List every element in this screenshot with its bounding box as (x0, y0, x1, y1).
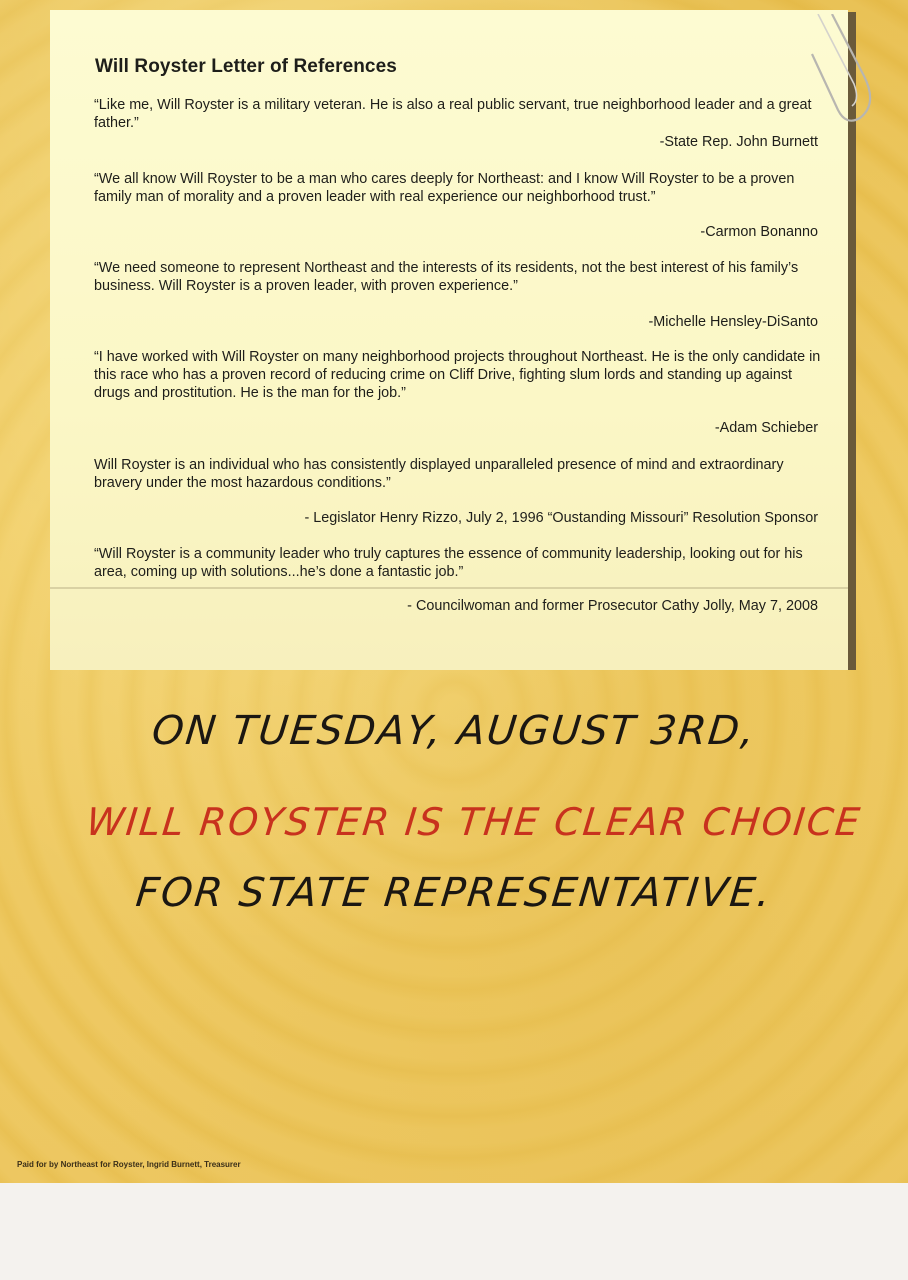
reference-quote: “I have worked with Will Royster on many neighborhood projects throughout Northeast. He is the only candidate in this race who has a proven record of reducing crime on Cliff Drive, fighting slum lords and standing up against drugs and prostitution. He is the man for the job.” (94, 349, 821, 401)
handwritten-date-line: ON TUESDAY, AUGUST 3RD, (149, 708, 759, 754)
handwritten-office-line: FOR STATE REPRESENTATIVE. (133, 870, 775, 916)
reference-quote: “We need someone to represent Northeast and the interests of its residents, not the best interest of his family’s business. Will Royster is a proven leader, with proven experience.” (94, 260, 799, 294)
reference-attribution: -Carmon Bonanno (700, 224, 818, 240)
paid-for-disclaimer: Paid for by Northeast for Royster, Ingrid Burnett, Treasurer (17, 1160, 241, 1169)
fold-crease (50, 587, 848, 589)
reference-letter (50, 10, 848, 670)
handwritten-choice-line: WILL ROYSTER IS THE CLEAR CHOICE (84, 800, 864, 844)
letter-title: Will Royster Letter of References (95, 56, 397, 77)
reference-quote: “Like me, Will Royster is a military veteran. He is also a real public servant, true neighborhood leader and a great father.” (94, 97, 812, 131)
reference-attribution: - Legislator Henry Rizzo, July 2, 1996 “Oustanding Missouri” Resolution Sponsor (304, 510, 818, 526)
reference-quote: Will Royster is an individual who has consistently displayed unparalleled presence of mind and extraordinary bravery under the most hazardous conditions.” (94, 457, 784, 491)
reference-quote: “We all know Will Royster to be a man who cares deeply for Northeast: and I know Will Royster to be a proven family man of morality and a proven leader with real experience our neighborhood trust.” (94, 171, 795, 205)
reference-attribution: - Councilwoman and former Prosecutor Cathy Jolly, May 7, 2008 (407, 598, 818, 614)
scan-margin (0, 1183, 908, 1280)
reference-attribution: -Michelle Hensley-DiSanto (648, 314, 818, 330)
reference-attribution: -State Rep. John Burnett (659, 134, 818, 150)
reference-attribution: -Adam Schieber (714, 420, 818, 436)
reference-quote: “Will Royster is a community leader who truly captures the essence of community leadership, looking out for his area, coming up with solutions...he’s done a fantastic job.” (94, 546, 803, 580)
